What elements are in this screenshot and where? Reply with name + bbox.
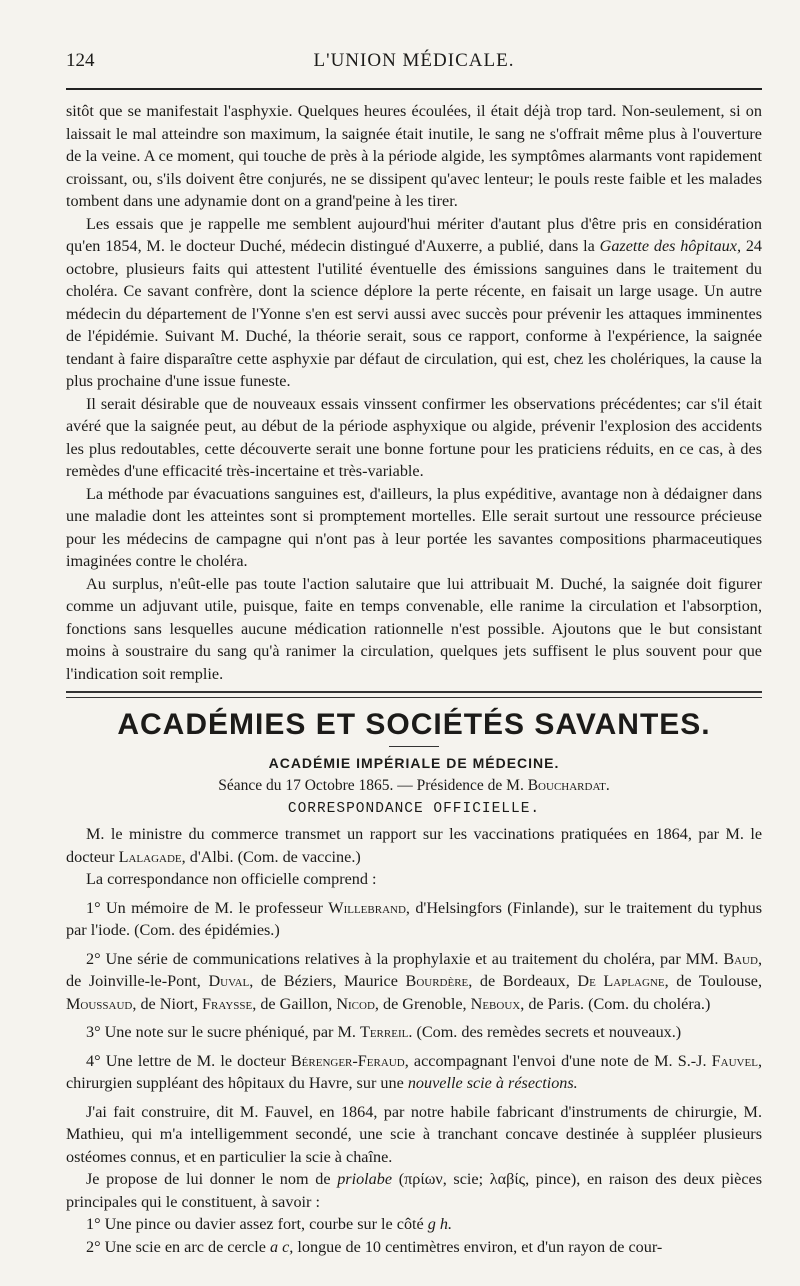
correspondance-body <box>66 823 762 1258</box>
correspondance-title: CORRESPONDANCE OFFICIELLE. <box>287 801 541 817</box>
section-title: ACADÉMIES ET SOCIÉTÉS SAVANTES. <box>117 708 711 741</box>
academy-title: ACADÉMIE IMPÉRIALE DE MÉDECINE. <box>268 755 560 771</box>
paragraph: Il serait désirable que de nouveaux essais vinssent confirmer les observations précédentes; car s'il était avéré que la saignée peut, au début de la période asphyxique ou algide, prévenir l'explosion des accidents les plus redoutables, cette découverte serait une bonne fortune pour les praticiens réduits, en ce cas, à des remèdes d'une efficacité très-incertaine et très-variable. <box>66 394 762 480</box>
seance-line: Séance du 17 Octobre 1865. — Présidence de M. Bouchardat. <box>218 777 610 794</box>
paragraph: La correspondance non officielle comprend : <box>86 870 377 888</box>
list-item: 3° Une note sur le sucre phéniqué, par M. Terreil. (Com. des remèdes secrets et nouveaux.) <box>86 1023 682 1041</box>
paragraph: Je propose de lui donner le nom de priolabe (πρίων, scie; λαβίς, pince), en raison des deux pièces principales qui le constituent, à savoir : <box>66 1170 762 1211</box>
paragraph: M. le ministre du commerce transmet un rapport sur les vaccinations pratiquées en 1864, par M. le docteur Lalagade, d'Albi. (Com. de vaccine.) <box>66 825 762 866</box>
paragraph: Les essais que je rappelle me semblent aujourd'hui mériter d'autant plus d'être pris en considération qu'en 1854, M. le docteur Duché, médecin distingué d'Auxerre, a publié, dans la Gazette des hôpitaux, 24 octobre, plusieurs faits qui attestent l'utilité éventuelle des émissions sanguines dans le traitement du choléra. Ce savant confrère, dont la science déplore la perte récente, en faisait un large usage. Un autre médecin du département de l'Yonne s'en est servi aussi avec succès pour prévenir les attaques imminentes de l'épidémie. Suivant M. Duché, la théorie serait, sous ce rapport, conforme à l'expérience, la saignée tendant à faire disparaître cette asphyxie par défaut de circulation, qui est, chez les cholériques, la cause la plus prochaine d'une issue funeste. <box>66 214 762 390</box>
list-item: 2° Une scie en arc de cercle a c, longue de 10 centimètres environ, et d'un rayon de cour- <box>86 1237 663 1256</box>
running-title: L'UNION MÉDICALE. <box>313 50 515 71</box>
page-number: 124 <box>66 50 95 71</box>
list-item: 4° Une lettre de M. le docteur Bérenger-Feraud, accompagnant l'envoi d'une note de M. S.-J. Fauvel, chirurgien suppléant des hôpitaux du Havre, sur une nouvelle scie à résections. <box>66 1051 762 1092</box>
paragraph: J'ai fait construire, dit M. Fauvel, en 1864, par notre habile fabricant d'instruments de chirurgie, M. Mathieu, qui m'a intelligemment secondé, une scie à tranchant concave destinée à suppléer plusieurs ostéomes connus, et en particulier la scie à chaîne. <box>66 1102 762 1166</box>
short-rule <box>389 746 439 747</box>
list-item: 2° Une série de communications relatives à la prophylaxie et au traitement du choléra, par MM. Baud, de Joinville-le-Pont, Duval, de Béziers, Maurice Bourdère, de Bordeaux, De Laplagne, de Toulouse, Moussaud, de Niort, Fraysse, de Gaillon, Nicod, de Grenoble, Neboux, de Paris. (Com. du choléra.) <box>66 949 763 1013</box>
paragraph: sitôt que se manifestait l'asphyxie. Quelques heures écoulées, il était déjà trop tard. Non-seulement, si on laissait le mal atteindre son maximum, la saignée était inutile, le sang ne s'offrait même plus à l'ouverture de la veine. A ce moment, qui touche de près à la période algide, les symptômes alarmants vont rapidement croissant, ou, s'ils doivent être conjurés, ne se dissipent qu'avec lenteur; le pouls reste faible et les malades tombent dans une adynamie dont on a grand'peine à les tirer. <box>66 102 762 210</box>
header-rule <box>66 88 762 90</box>
paragraph: La méthode par évacuations sanguines est, d'ailleurs, la plus expéditive, avantage non à dédaigner dans une maladie dont les atteintes sont si promptement mortelles. Elle serait surtout une ressource précieuse pour les médecins de campagne qui n'ont pas à leur portée les savantes compositions pharmaceutiques imaginées contre le choléra. <box>66 484 762 570</box>
list-item: 1° Un mémoire de M. le professeur Willebrand, d'Helsingfors (Finlande), sur le traitement du typhus par l'iode. (Com. des épidémies.) <box>66 898 762 939</box>
section-divider <box>66 691 762 698</box>
list-item: 1° Une pince ou davier assez fort, courbe sur le côté g h. <box>86 1215 453 1233</box>
article-body <box>66 100 762 685</box>
paragraph: Au surplus, n'eût-elle pas toute l'action salutaire que lui attribuait M. Duché, la saignée doit figurer comme un adjuvant utile, puisque, faite en temps convenable, elle ranime la circulation et l'absorption, fonctions sans lesquelles aucune médication rationnelle n'est possible. Ajoutons que le but consistant moins à soustraire du sang qu'à ranimer la circulation, quelques jets suffisent le plus souvent pour que l'indication soit remplie. <box>66 574 762 683</box>
page-header <box>66 40 762 80</box>
